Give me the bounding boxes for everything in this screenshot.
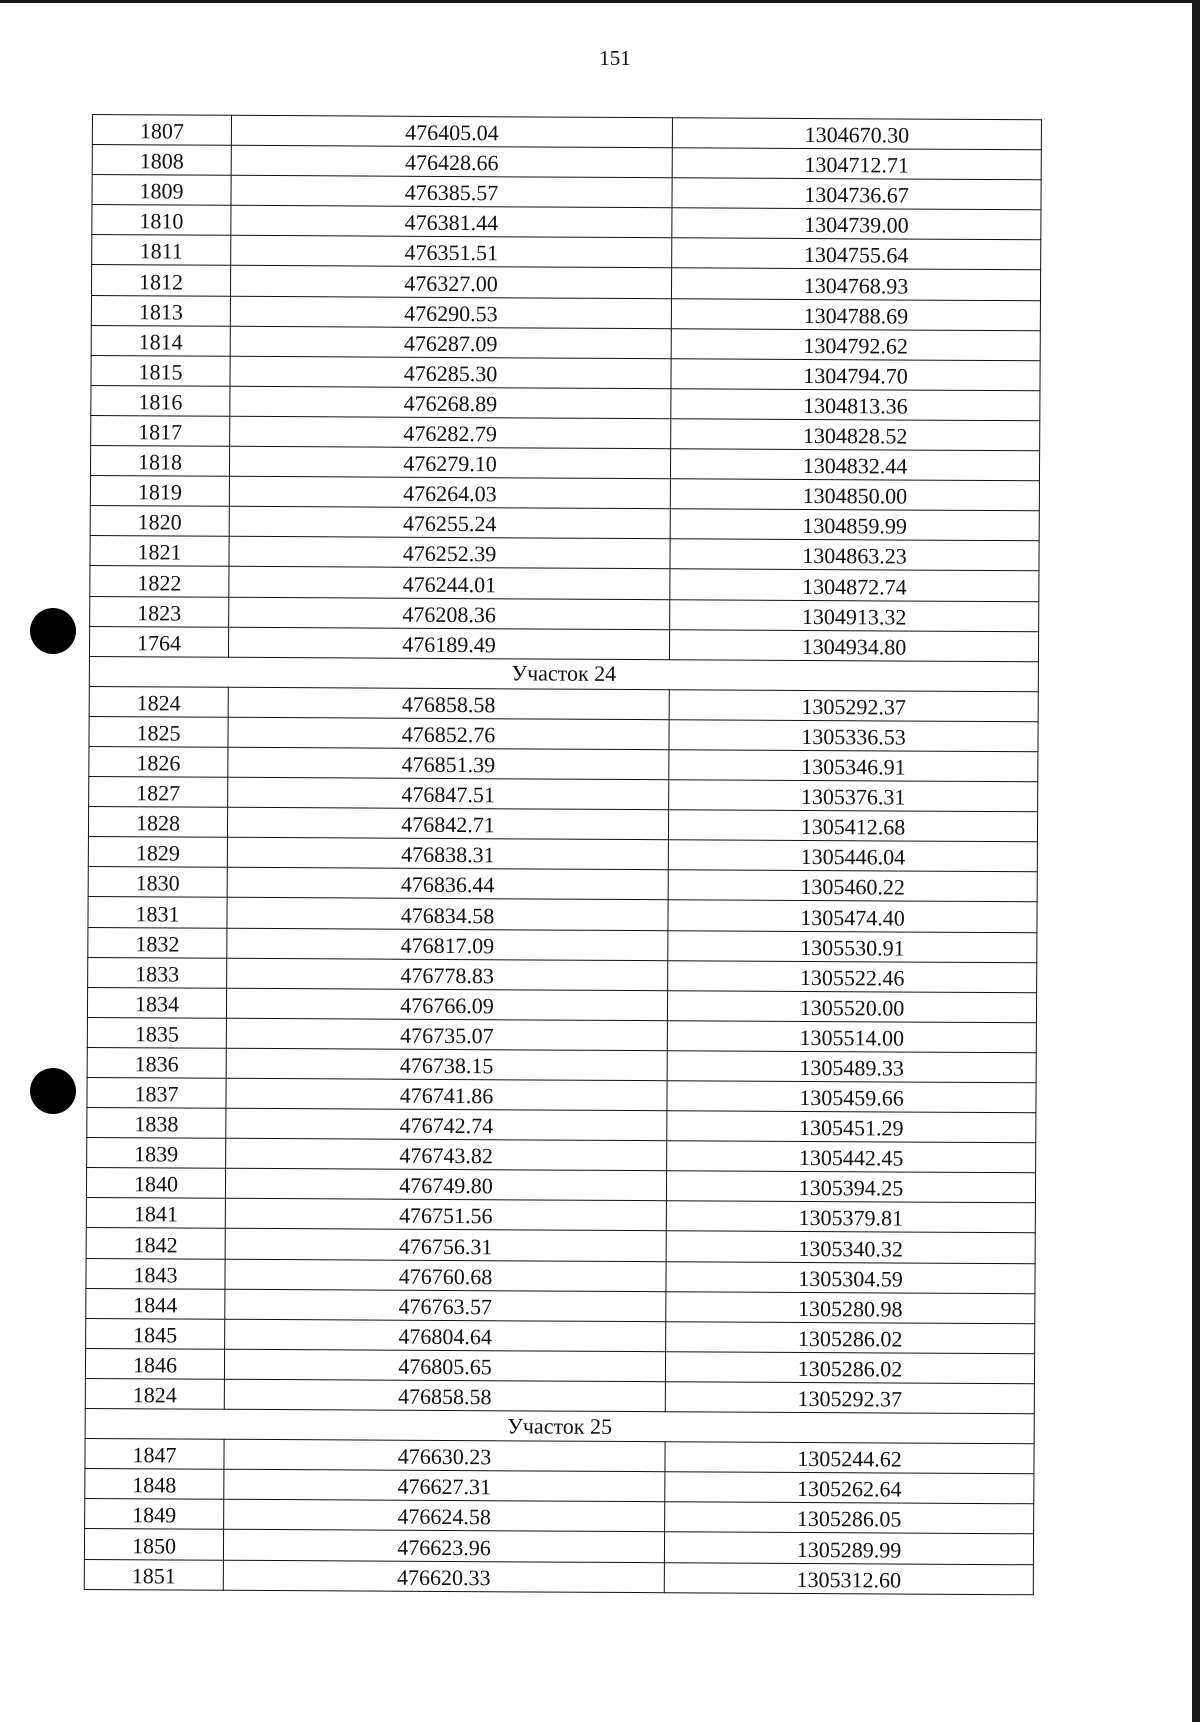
x-coordinate-cell: 476847.51	[228, 777, 669, 810]
x-coordinate-cell: 476852.76	[228, 717, 669, 750]
point-number-cell: 1826	[89, 746, 228, 777]
point-number-cell: 1832	[88, 927, 227, 958]
page-number: 151	[599, 46, 631, 70]
point-number-cell: 1838	[87, 1108, 226, 1139]
point-number-cell: 1836	[87, 1047, 226, 1078]
y-coordinate-cell: 1305446.04	[668, 840, 1037, 872]
y-coordinate-cell: 1305346.91	[669, 750, 1038, 782]
y-coordinate-cell: 1304859.99	[670, 509, 1039, 541]
point-number-cell: 1827	[89, 777, 228, 808]
x-coordinate-cell: 476208.36	[229, 597, 670, 630]
point-number-cell: 1834	[87, 987, 226, 1018]
y-coordinate-cell: 1305520.00	[667, 990, 1036, 1022]
point-number-cell: 1847	[85, 1439, 224, 1470]
point-number-cell: 1815	[91, 355, 230, 386]
y-coordinate-cell: 1305379.81	[666, 1201, 1035, 1233]
y-coordinate-cell: 1305286.02	[665, 1352, 1034, 1384]
y-coordinate-cell: 1305451.29	[667, 1111, 1036, 1143]
point-number-cell: 1811	[92, 235, 231, 266]
y-coordinate-cell: 1304670.30	[672, 118, 1041, 150]
section-title: Участок 24	[89, 656, 1038, 691]
point-number-cell: 1812	[91, 265, 230, 296]
y-coordinate-cell: 1305459.66	[667, 1081, 1036, 1113]
x-coordinate-cell: 476742.74	[226, 1108, 667, 1141]
x-coordinate-cell: 476804.64	[225, 1319, 666, 1352]
point-number-cell: 1814	[91, 325, 230, 356]
y-coordinate-cell: 1304736.67	[672, 178, 1041, 210]
x-coordinate-cell: 476838.31	[227, 838, 668, 871]
x-coordinate-cell: 476738.15	[226, 1048, 667, 1081]
point-number-cell: 1825	[89, 716, 228, 747]
x-coordinate-cell: 476743.82	[226, 1138, 667, 1171]
y-coordinate-cell: 1305286.05	[665, 1502, 1034, 1534]
point-number-cell: 1809	[92, 175, 231, 206]
point-number-cell: 1822	[90, 566, 229, 597]
point-number-cell: 1810	[92, 205, 231, 236]
point-number-cell: 1828	[88, 807, 227, 838]
y-coordinate-cell: 1305412.68	[668, 810, 1037, 842]
x-coordinate-cell: 476756.31	[225, 1229, 666, 1262]
x-coordinate-cell: 476252.39	[229, 537, 670, 570]
x-coordinate-cell: 476623.96	[223, 1530, 664, 1563]
x-coordinate-cell: 476620.33	[223, 1560, 664, 1593]
x-coordinate-cell: 476279.10	[229, 446, 670, 479]
point-number-cell: 1842	[86, 1228, 225, 1259]
x-coordinate-cell: 476264.03	[229, 476, 670, 509]
point-number-cell: 1824	[89, 686, 228, 717]
point-number-cell: 1813	[91, 295, 230, 326]
x-coordinate-cell: 476385.57	[231, 175, 672, 208]
y-coordinate-cell: 1305376.31	[669, 780, 1038, 812]
x-coordinate-cell: 476817.09	[227, 928, 668, 961]
section-title: Участок 25	[85, 1409, 1034, 1444]
x-coordinate-cell: 476749.80	[225, 1169, 666, 1202]
point-number-cell: 1820	[90, 506, 229, 537]
point-number-cell: 1833	[88, 957, 227, 988]
x-coordinate-cell: 476244.01	[229, 567, 670, 600]
point-number-cell: 1844	[86, 1288, 225, 1319]
point-number-cell: 1851	[84, 1559, 223, 1590]
point-number-cell: 1839	[87, 1138, 226, 1169]
y-coordinate-cell: 1305286.02	[666, 1321, 1035, 1353]
y-coordinate-cell: 1305280.98	[666, 1291, 1035, 1323]
point-number-cell: 1818	[90, 446, 229, 477]
y-coordinate-cell: 1305312.60	[664, 1562, 1033, 1594]
scan-right-border	[1192, 0, 1200, 1722]
x-coordinate-cell: 476760.68	[225, 1259, 666, 1292]
y-coordinate-cell: 1304712.71	[672, 148, 1041, 180]
y-coordinate-cell: 1304863.23	[670, 539, 1039, 571]
x-coordinate-cell: 476851.39	[228, 747, 669, 780]
x-coordinate-cell: 476842.71	[227, 807, 668, 840]
y-coordinate-cell: 1304872.74	[670, 569, 1039, 601]
x-coordinate-cell: 476778.83	[227, 958, 668, 991]
point-number-cell: 1819	[90, 476, 229, 507]
x-coordinate-cell: 476405.04	[231, 115, 672, 148]
point-number-cell: 1849	[85, 1499, 224, 1530]
y-coordinate-cell: 1305262.64	[665, 1472, 1034, 1504]
x-coordinate-cell: 476805.65	[224, 1349, 665, 1382]
y-coordinate-cell: 1305244.62	[665, 1442, 1034, 1474]
x-coordinate-cell: 476327.00	[230, 266, 671, 299]
y-coordinate-cell: 1305292.37	[665, 1382, 1034, 1414]
x-coordinate-cell: 476268.89	[230, 386, 671, 419]
y-coordinate-cell: 1305474.40	[668, 900, 1037, 932]
point-number-cell: 1848	[85, 1469, 224, 1500]
y-coordinate-cell: 1304832.44	[670, 449, 1039, 481]
point-number-cell: 1816	[91, 385, 230, 416]
y-coordinate-cell: 1305522.46	[668, 960, 1037, 992]
x-coordinate-cell: 476735.07	[226, 1018, 667, 1051]
y-coordinate-cell: 1304768.93	[671, 268, 1040, 300]
x-coordinate-cell: 476766.09	[226, 988, 667, 1021]
y-coordinate-cell: 1304828.52	[671, 419, 1040, 451]
y-coordinate-cell: 1304813.36	[671, 389, 1040, 421]
point-number-cell: 1835	[87, 1017, 226, 1048]
scan-top-border	[0, 0, 1200, 3]
coordinates-table-body	[84, 115, 1041, 1595]
y-coordinate-cell: 1304913.32	[670, 599, 1039, 631]
point-number-cell: 1824	[85, 1378, 224, 1409]
y-coordinate-cell: 1305442.45	[667, 1141, 1036, 1173]
point-number-cell: 1840	[86, 1168, 225, 1199]
point-number-cell: 1821	[90, 536, 229, 567]
y-coordinate-cell: 1305336.53	[669, 720, 1038, 752]
point-number-cell: 1850	[84, 1529, 223, 1560]
binder-hole	[30, 608, 76, 654]
point-number-cell: 1846	[85, 1348, 224, 1379]
point-number-cell: 1764	[89, 626, 228, 657]
x-coordinate-cell: 476189.49	[228, 627, 669, 660]
x-coordinate-cell: 476428.66	[231, 145, 672, 178]
y-coordinate-cell: 1305489.33	[667, 1051, 1036, 1083]
y-coordinate-cell: 1304794.70	[671, 358, 1040, 390]
x-coordinate-cell: 476624.58	[224, 1500, 665, 1533]
y-coordinate-cell: 1305460.22	[668, 870, 1037, 902]
y-coordinate-cell: 1304755.64	[672, 238, 1041, 270]
table-row	[84, 1559, 1033, 1594]
x-coordinate-cell: 476282.79	[230, 416, 671, 449]
point-number-cell: 1843	[86, 1258, 225, 1289]
y-coordinate-cell: 1305289.99	[664, 1532, 1033, 1564]
y-coordinate-cell: 1305514.00	[667, 1021, 1036, 1053]
x-coordinate-cell: 476858.58	[228, 687, 669, 720]
x-coordinate-cell: 476741.86	[226, 1078, 667, 1111]
x-coordinate-cell: 476836.44	[227, 868, 668, 901]
x-coordinate-cell: 476627.31	[224, 1469, 665, 1502]
x-coordinate-cell: 476751.56	[225, 1199, 666, 1232]
x-coordinate-cell: 476834.58	[227, 898, 668, 931]
y-coordinate-cell: 1304788.69	[671, 298, 1040, 330]
x-coordinate-cell: 476858.58	[224, 1379, 665, 1412]
y-coordinate-cell: 1305292.37	[669, 690, 1038, 722]
coordinates-table	[84, 114, 1042, 1595]
y-coordinate-cell: 1305530.91	[668, 930, 1037, 962]
point-number-cell: 1807	[92, 115, 231, 146]
x-coordinate-cell: 476763.57	[225, 1289, 666, 1322]
point-number-cell: 1845	[86, 1318, 225, 1349]
point-number-cell: 1808	[92, 145, 231, 176]
x-coordinate-cell: 476351.51	[231, 236, 672, 269]
point-number-cell: 1841	[86, 1198, 225, 1229]
point-number-cell: 1817	[91, 415, 230, 446]
y-coordinate-cell: 1305394.25	[666, 1171, 1035, 1203]
x-coordinate-cell: 476630.23	[224, 1439, 665, 1472]
y-coordinate-cell: 1304850.00	[670, 479, 1039, 511]
binder-hole	[30, 1068, 76, 1114]
y-coordinate-cell: 1304739.00	[672, 208, 1041, 240]
point-number-cell: 1830	[88, 867, 227, 898]
point-number-cell: 1837	[87, 1077, 226, 1108]
x-coordinate-cell: 476255.24	[229, 506, 670, 539]
x-coordinate-cell: 476381.44	[231, 206, 672, 239]
x-coordinate-cell: 476287.09	[230, 326, 671, 359]
y-coordinate-cell: 1305340.32	[666, 1231, 1035, 1263]
y-coordinate-cell: 1304934.80	[669, 629, 1038, 661]
point-number-cell: 1831	[88, 897, 227, 928]
x-coordinate-cell: 476285.30	[230, 356, 671, 389]
x-coordinate-cell: 476290.53	[230, 296, 671, 329]
point-number-cell: 1823	[90, 596, 229, 627]
point-number-cell: 1829	[88, 837, 227, 868]
y-coordinate-cell: 1305304.59	[666, 1261, 1035, 1293]
y-coordinate-cell: 1304792.62	[671, 328, 1040, 360]
